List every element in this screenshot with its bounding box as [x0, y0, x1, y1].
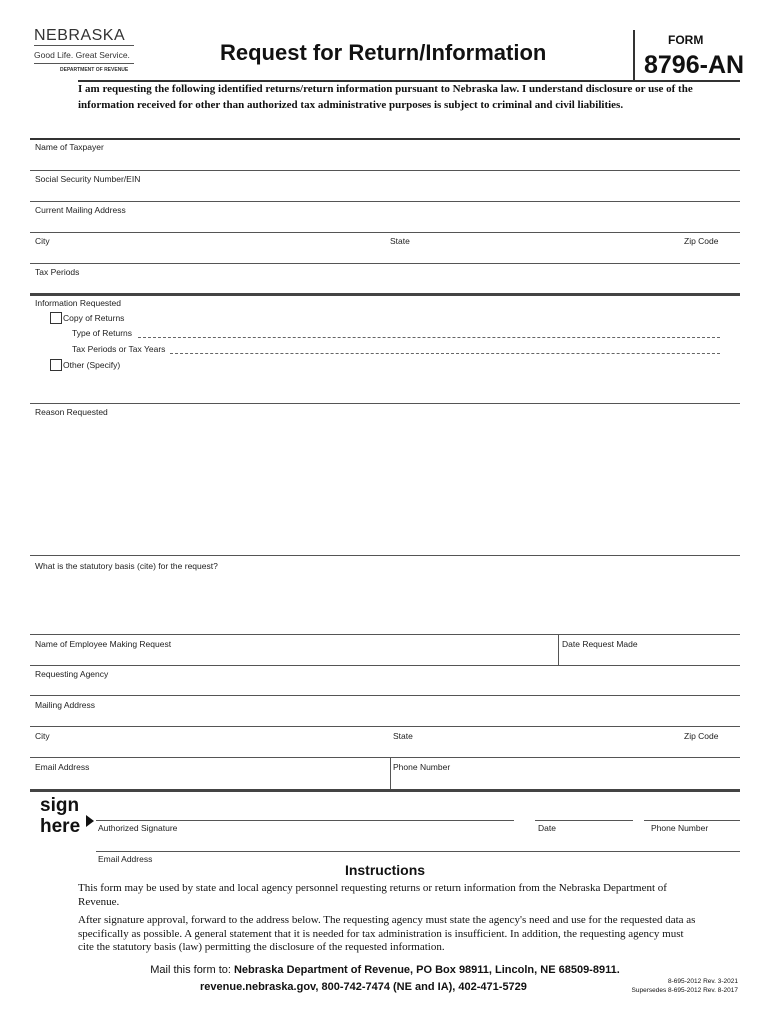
mail-to-prefix: Mail this form to:	[150, 964, 234, 976]
type-of-returns-field[interactable]	[138, 337, 720, 338]
revision-code: 8-695-2012 Rev. 3-2021	[668, 978, 738, 985]
taxpayer-name-label: Name of Taxpayer	[35, 142, 104, 152]
sign-date-field[interactable]	[535, 800, 633, 820]
sign-phone-label: Phone Number	[651, 823, 709, 833]
state-label: State	[390, 236, 410, 246]
instructions-para-1: This form may be used by state and local agency personnel requesting returns or return information from the Nebraska Department of Revenue.	[78, 882, 667, 908]
tax-periods-label: Tax Periods	[35, 267, 80, 277]
mailing-address-field[interactable]	[30, 215, 740, 232]
here-word: here	[40, 816, 81, 837]
agency-city-label: City	[35, 731, 50, 741]
employee-name-field[interactable]	[30, 649, 556, 665]
sign-date-label: Date	[538, 823, 556, 833]
info-requested-heading: Information Requested	[35, 298, 121, 308]
agency-email-label: Email Address	[35, 762, 90, 772]
agency-zip-label: Zip Code	[684, 731, 719, 741]
other-specify-label: Other (Specify)	[63, 360, 121, 370]
other-specify-checkbox[interactable]	[50, 359, 62, 371]
form-number: 8796-AN	[644, 51, 745, 79]
logo-dept: DEPARTMENT OF REVENUE	[60, 67, 129, 73]
form-title: Request for Return/Information	[220, 40, 547, 65]
intro-text: I am requesting the following identified returns/return information pursuant to Nebraska law. I understand disclosure or use of the information received for other than authorized tax administrative purposes is subject to criminal and civil liabilities.	[78, 83, 693, 111]
employee-name-label: Name of Employee Making Request	[35, 639, 172, 649]
city-state-zip-field[interactable]	[30, 246, 740, 263]
type-of-returns-label: Type of Returns	[72, 328, 133, 338]
logo	[34, 28, 138, 78]
instructions-para-2: After signature approval, forward to the address below. The requesting agency must state the agency's need and use for the requested data as specifically as possible. A general statement that it is needed for tax administration is insufficient. In addition, the requesting agency must cite the statutory basis (law) permitting the disclosure of the requested information.	[78, 914, 696, 953]
sign-phone-field[interactable]	[644, 800, 740, 820]
agency-mailing-address-label: Mailing Address	[35, 700, 96, 710]
agency-phone-field[interactable]	[392, 772, 740, 788]
agency-state-label: State	[393, 731, 413, 741]
copy-of-returns-checkbox[interactable]	[50, 312, 62, 324]
agency-phone-label: Phone Number	[393, 762, 451, 772]
statutory-basis-field[interactable]	[30, 572, 740, 632]
contact-line: revenue.nebraska.gov, 800-742-7474 (NE and IA), 402-471-5729	[200, 981, 527, 993]
logo-tagline: Good Life. Great Service.	[34, 50, 130, 60]
supersedes-code: Supersedes 8-695-2012 Rev. 8-2017	[631, 987, 738, 994]
ssn-field[interactable]	[30, 184, 740, 201]
authorized-signature-label: Authorized Signature	[98, 823, 178, 833]
city-label: City	[35, 236, 50, 246]
sign-email-field[interactable]	[96, 832, 740, 851]
mail-to-address: Nebraska Department of Revenue, PO Box 98911, Lincoln, NE 68509-8911.	[233, 964, 620, 976]
sign-word: sign	[40, 795, 80, 816]
other-specify-field[interactable]	[130, 360, 730, 398]
tax-years-field[interactable]	[170, 353, 720, 354]
authorized-signature-field[interactable]	[96, 800, 514, 820]
logo-swoosh	[34, 45, 134, 46]
statutory-basis-label: What is the statutory basis (cite) for the request?	[35, 561, 218, 571]
ssn-label: Social Security Number/EIN	[35, 174, 141, 184]
agency-mailing-address-field[interactable]	[30, 710, 740, 726]
requesting-agency-field[interactable]	[30, 679, 740, 695]
logo-name: NEBRASKA	[34, 27, 126, 44]
copy-of-returns-label: Copy of Returns	[63, 313, 125, 323]
form-label: FORM	[668, 33, 704, 47]
zip-label: Zip Code	[684, 236, 719, 246]
date-request-made-label: Date Request Made	[562, 639, 638, 649]
mail-to-line	[0, 964, 770, 976]
instructions-heading: Instructions	[344, 862, 426, 878]
tax-years-label: Tax Periods or Tax Years	[72, 344, 166, 354]
agency-email-field[interactable]	[30, 772, 388, 788]
requesting-agency-label: Requesting Agency	[35, 669, 109, 679]
sign-arrow-icon	[86, 815, 94, 827]
date-request-made-field[interactable]	[560, 649, 740, 665]
taxpayer-name-field[interactable]	[30, 152, 740, 170]
sign-email-label: Email Address	[98, 854, 153, 864]
tax-periods-field[interactable]	[30, 277, 740, 293]
reason-requested-field[interactable]	[30, 418, 740, 554]
agency-city-state-zip-field[interactable]	[30, 741, 740, 757]
mailing-address-label: Current Mailing Address	[35, 205, 126, 215]
reason-requested-label: Reason Requested	[35, 407, 108, 417]
